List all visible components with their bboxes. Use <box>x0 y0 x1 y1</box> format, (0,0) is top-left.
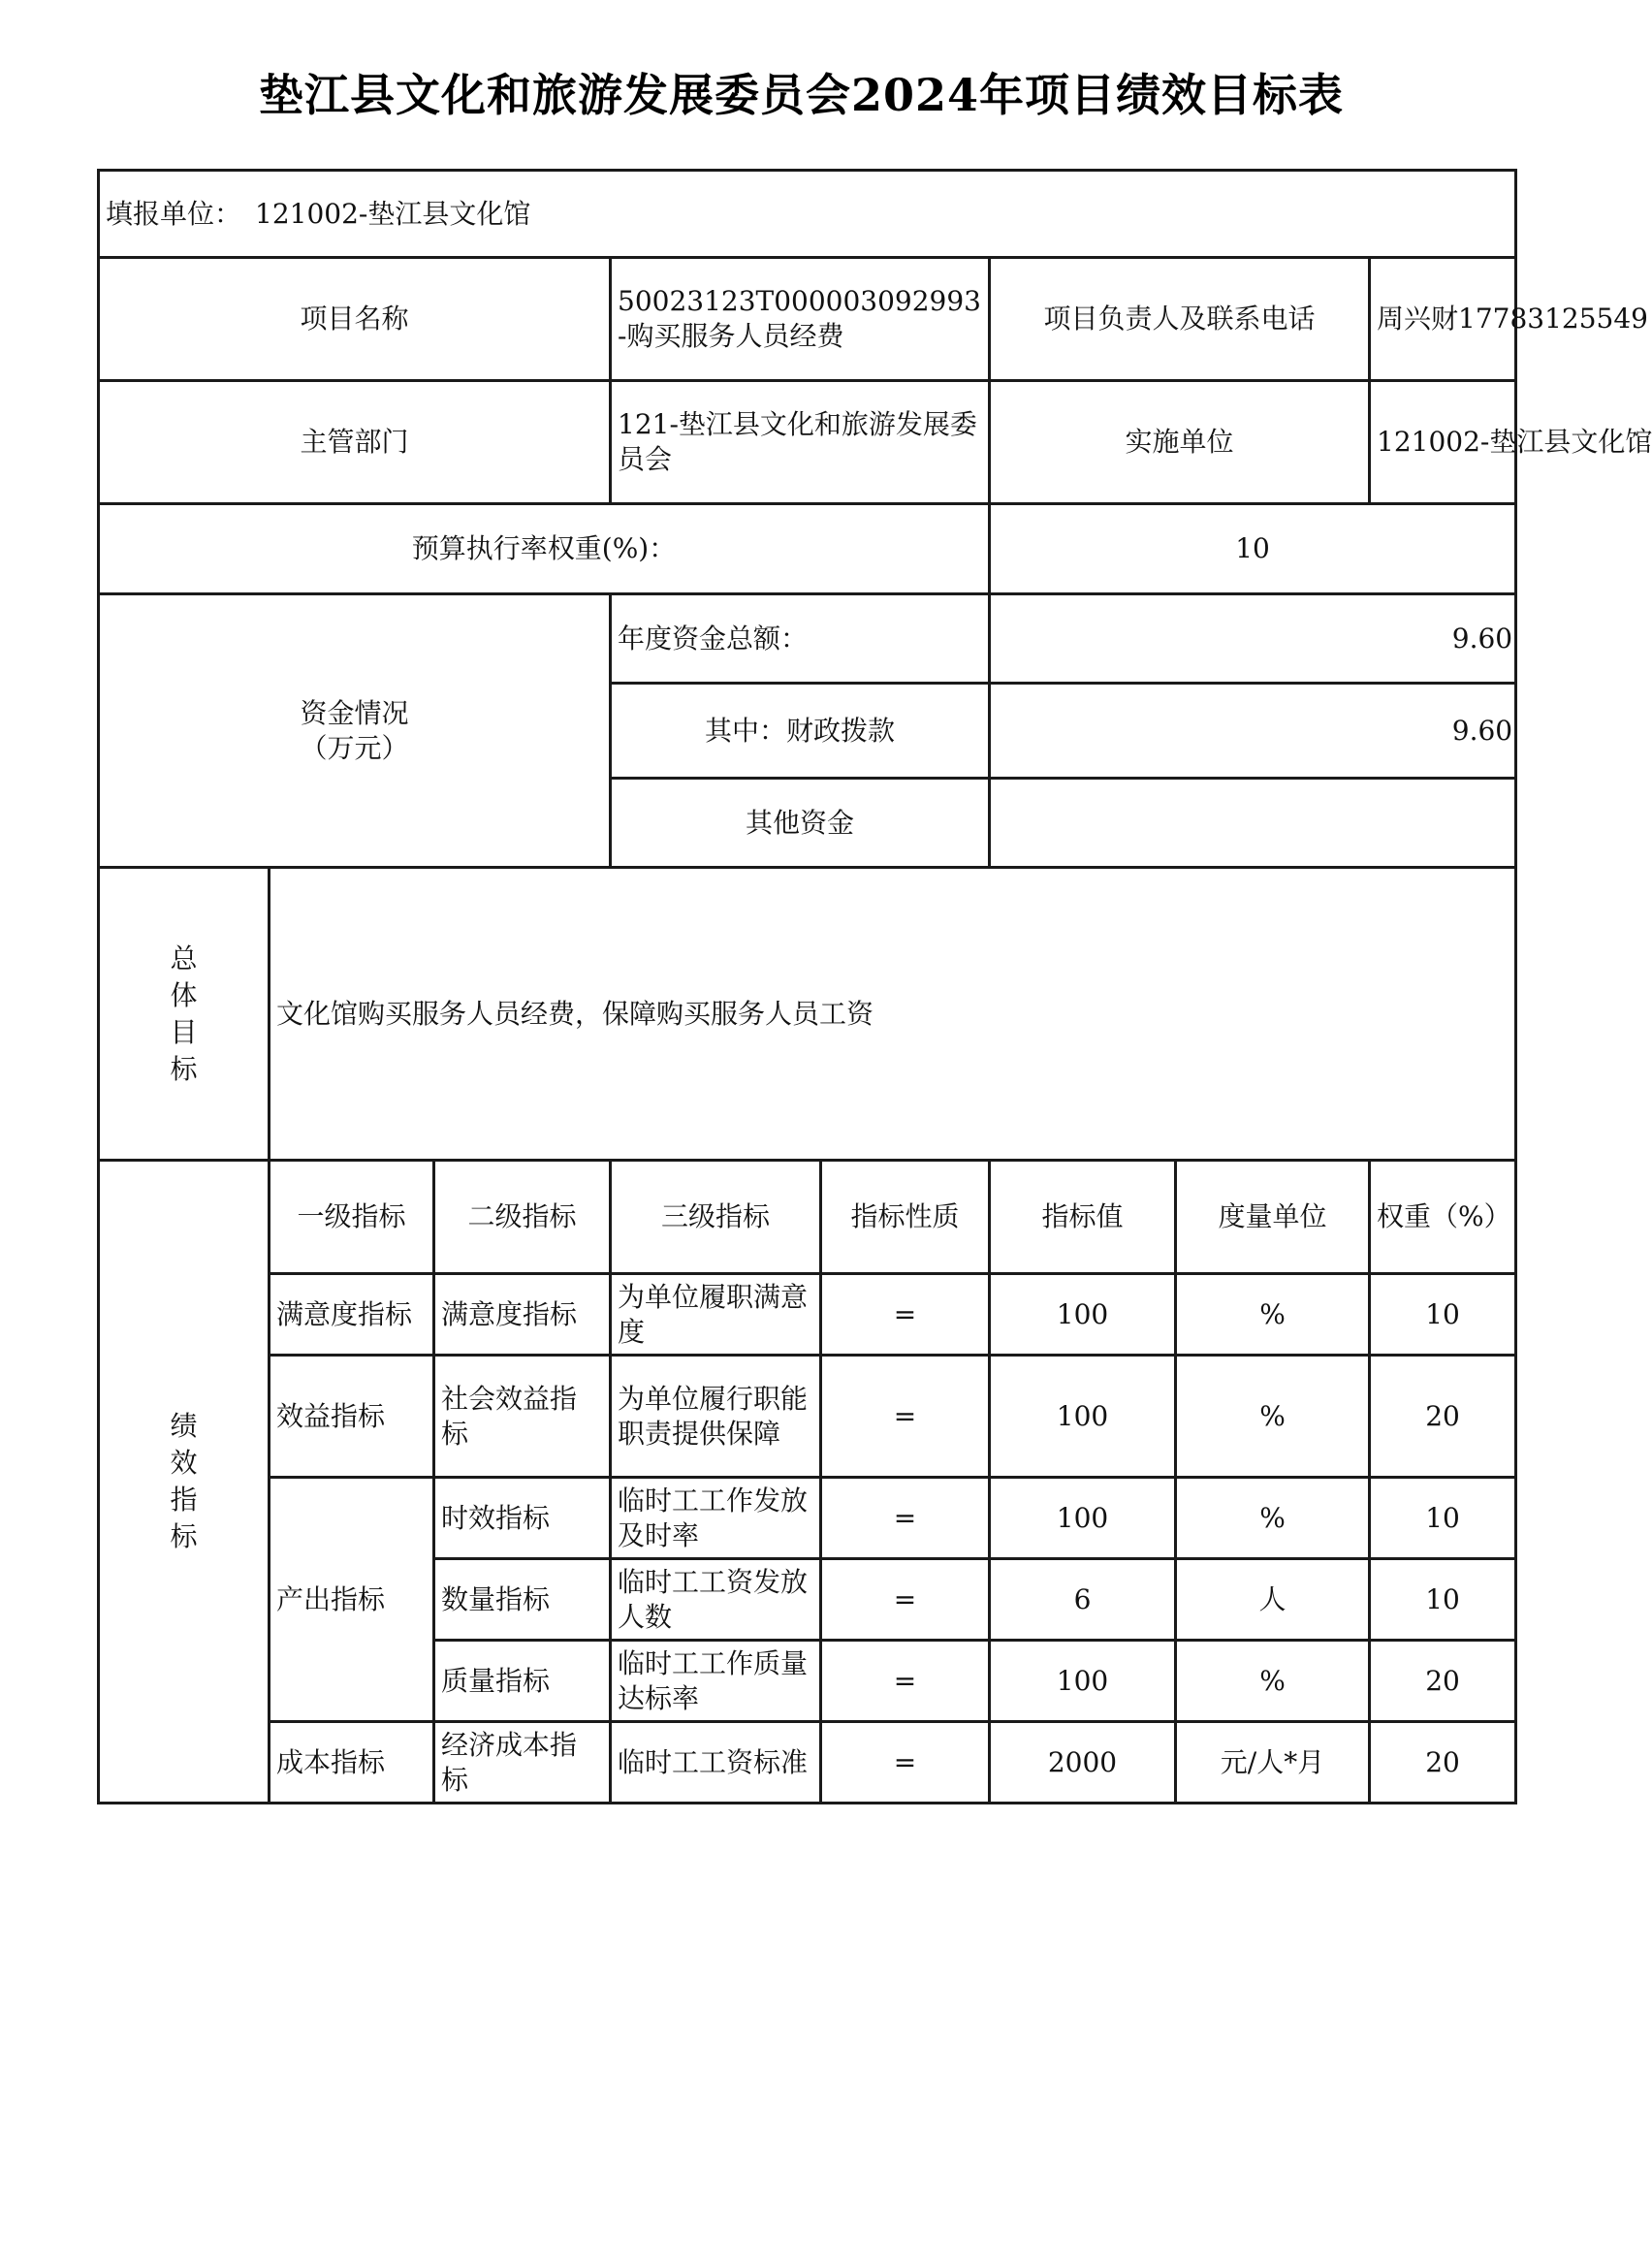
project-name-row <box>99 258 1516 381</box>
funds-fiscal-label: 其中：财政拨款 <box>611 684 990 779</box>
row-level3: 临时工工作质量达标率 <box>611 1641 821 1722</box>
funds-label-line2: （万元） <box>300 731 409 764</box>
row-level3: 为单位履行职能职责提供保障 <box>611 1356 821 1478</box>
header-value: 指标值 <box>990 1161 1176 1274</box>
header-weight: 权重（%） <box>1370 1161 1516 1274</box>
row-weight: 20 <box>1370 1722 1516 1804</box>
row-value: 2000 <box>990 1722 1176 1804</box>
overall-target-label <box>99 868 270 1161</box>
row-nature: = <box>821 1641 990 1722</box>
row-level1: 产出指标 <box>270 1478 434 1722</box>
table-row <box>99 1478 1516 1559</box>
funds-label-line1: 资金情况 <box>300 696 409 729</box>
row-level3: 临时工工资发放人数 <box>611 1559 821 1641</box>
project-contact-value: 周兴财17783125549 <box>1370 258 1516 381</box>
indicators-label-char: 标 <box>170 1520 198 1552</box>
row-level1: 成本指标 <box>270 1722 434 1804</box>
row-unit: % <box>1176 1478 1370 1559</box>
row-level1: 满意度指标 <box>270 1274 434 1356</box>
row-value: 100 <box>990 1641 1176 1722</box>
department-label: 主管部门 <box>99 381 611 504</box>
funds-fiscal-value: 9.60 <box>990 684 1516 779</box>
row-nature: = <box>821 1559 990 1641</box>
row-value: 6 <box>990 1559 1176 1641</box>
row-weight: 10 <box>1370 1478 1516 1559</box>
row-value: 100 <box>990 1478 1176 1559</box>
budget-rate-row <box>99 504 1516 594</box>
row-weight: 20 <box>1370 1356 1516 1478</box>
row-level2: 社会效益指标 <box>434 1356 611 1478</box>
row-nature: = <box>821 1478 990 1559</box>
row-unit: 人 <box>1176 1559 1370 1641</box>
header-level3: 三级指标 <box>611 1161 821 1274</box>
row-weight: 10 <box>1370 1559 1516 1641</box>
funds-total-value: 9.60 <box>990 594 1516 684</box>
overall-target-char: 标 <box>170 1052 198 1085</box>
row-level3: 临时工工资标准 <box>611 1722 821 1804</box>
overall-target-char: 体 <box>170 978 198 1011</box>
budget-rate-label: 预算执行率权重(%)： <box>99 504 990 594</box>
row-weight: 10 <box>1370 1274 1516 1356</box>
indicator-header-row <box>99 1161 1516 1274</box>
row-level2: 经济成本指标 <box>434 1722 611 1804</box>
budget-rate-value: 10 <box>990 504 1516 594</box>
page-title: 垫江县文化和旅游发展委员会2024年项目绩效目标表 <box>258 69 1345 121</box>
row-value: 100 <box>990 1274 1176 1356</box>
project-contact-label: 项目负责人及联系电话 <box>990 258 1370 381</box>
row-value: 100 <box>990 1356 1176 1478</box>
row-level2: 数量指标 <box>434 1559 611 1641</box>
table-row <box>99 1274 1516 1356</box>
row-level1: 效益指标 <box>270 1356 434 1478</box>
row-nature: = <box>821 1274 990 1356</box>
department-value: 121-垫江县文化和旅游发展委员会 <box>611 381 990 504</box>
table-row <box>99 1722 1516 1804</box>
row-level2: 时效指标 <box>434 1478 611 1559</box>
funds-total-label: 年度资金总额： <box>611 594 990 684</box>
funds-total-row <box>99 594 1516 684</box>
row-level3: 为单位履职满意度 <box>611 1274 821 1356</box>
overall-target-text: 文化馆购买服务人员经费，保障购买服务人员工资 <box>270 868 1516 1161</box>
header-unit: 度量单位 <box>1176 1161 1370 1274</box>
indicators-label-char: 指 <box>170 1484 198 1516</box>
funds-other-value <box>990 779 1516 868</box>
row-level2: 满意度指标 <box>434 1274 611 1356</box>
row-weight: 20 <box>1370 1641 1516 1722</box>
row-nature: = <box>821 1356 990 1478</box>
implementing-unit-label: 实施单位 <box>990 381 1370 504</box>
indicators-label-char: 效 <box>170 1447 198 1479</box>
indicators-label-char: 绩 <box>170 1410 198 1442</box>
overall-target-char: 总 <box>170 942 198 974</box>
row-unit: % <box>1176 1274 1370 1356</box>
funds-other-label: 其他资金 <box>611 779 990 868</box>
indicators-label <box>99 1161 270 1804</box>
funds-label <box>99 594 611 868</box>
implementing-unit-value: 121002-垫江县文化馆 <box>1370 381 1516 504</box>
row-unit: % <box>1176 1641 1370 1722</box>
filing-unit: 填报单位： 121002-垫江县文化馆 <box>99 171 1516 258</box>
performance-target-table <box>97 169 1652 1804</box>
row-unit: % <box>1176 1356 1370 1478</box>
overall-target-row <box>99 868 1516 1161</box>
project-name-value: 50023123T000003092993-购买服务人员经费 <box>611 258 990 381</box>
row-nature: = <box>821 1722 990 1804</box>
project-name-label: 项目名称 <box>99 258 611 381</box>
header-level1: 一级指标 <box>270 1161 434 1274</box>
table-row <box>99 1356 1516 1478</box>
department-row <box>99 381 1516 504</box>
row-unit: 元/人*月 <box>1176 1722 1370 1804</box>
header-level2: 二级指标 <box>434 1161 611 1274</box>
overall-target-char: 目 <box>170 1015 198 1048</box>
row-level2: 质量指标 <box>434 1641 611 1722</box>
filing-unit-row <box>99 171 1516 258</box>
header-nature: 指标性质 <box>821 1161 990 1274</box>
row-level3: 临时工工作发放及时率 <box>611 1478 821 1559</box>
